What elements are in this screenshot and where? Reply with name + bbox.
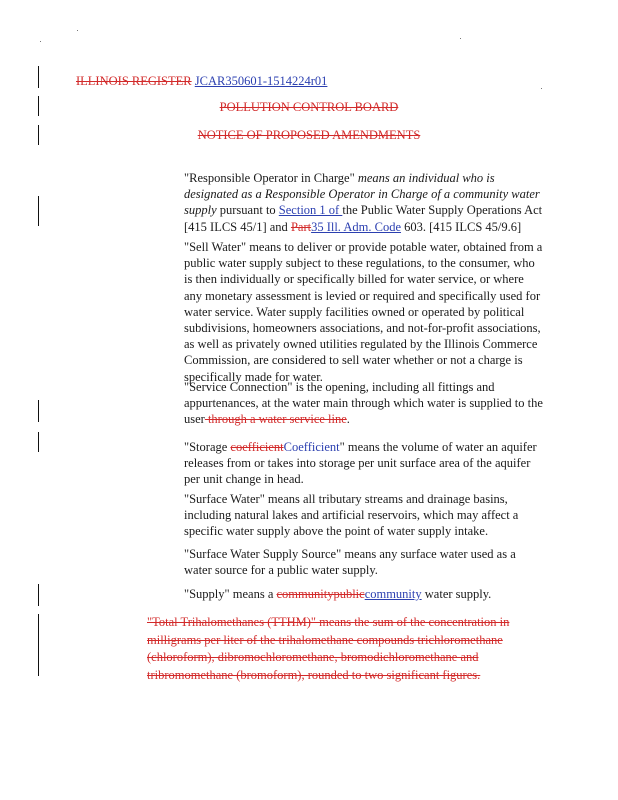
- deleted-text: Part: [290, 219, 312, 234]
- change-bar: [38, 584, 39, 606]
- body-text: "Supply" means a: [184, 587, 277, 601]
- definition-supply: [184, 586, 544, 602]
- definition-surface-water: [184, 491, 544, 540]
- scan-speck: [77, 30, 78, 31]
- register-inserted: JCAR350601-1514224r01: [194, 74, 328, 88]
- deleted-text: communitypublic: [276, 587, 365, 601]
- definition-storage-coefficient: [184, 439, 544, 488]
- body-text: "Surface Water" means all tributary streams and drainage basins, including natural lakes and artificial reservoirs, which may affect a specific water supply above the point of water supply intake.: [184, 492, 519, 539]
- deleted-text: coefficient: [230, 440, 284, 454]
- register-header: [76, 74, 327, 89]
- body-text: "Service Connection" is the opening, including all fittings and appurtenances, at the water main through which water is supplied to the user: [184, 380, 543, 427]
- deleted-text: "Total Trihalomethanes (TTHM)" means the sum of the concentration in milligrams per liter of the trihalomethane compounds trichloromethane (chloroform), dibromochloromethane, bromodichloromethane and tribromomethane (bromoform), rounded to two significant figures.: [147, 615, 510, 682]
- body-text: "Surface Water Supply Source" means any surface water used as a water source for a public water supply.: [184, 547, 516, 578]
- body-text: water supply.: [421, 587, 492, 601]
- definition-responsible-operator: [184, 170, 544, 235]
- body-text: the Public Water Supply Operations Act [415 ILCS 45/1] and: [184, 203, 543, 234]
- change-bar: [38, 196, 39, 226]
- body-text: " means the volume of water an aquifer releases from or takes into storage per unit surface area of the aquifer per unit change in head.: [184, 440, 537, 487]
- italic-text: means an individual who is designated as a Responsible Operator in Charge of a community water supply: [184, 171, 540, 218]
- scan-speck: [40, 41, 41, 42]
- definition-tthm-deleted: [147, 614, 551, 684]
- definition-sell-water: [184, 239, 544, 385]
- agency-header: [0, 100, 618, 115]
- change-bar: [38, 432, 39, 452]
- body-text: "Storage: [184, 440, 231, 454]
- agency-deleted: POLLUTION CONTROL BOARD: [219, 100, 399, 114]
- change-bar: [38, 66, 39, 88]
- change-bar: [38, 400, 39, 422]
- definition-service-connection: [184, 379, 544, 428]
- body-text: 603. [415 ILCS 45/9.6]: [401, 219, 522, 234]
- body-text: .: [346, 412, 350, 427]
- inserted-text: community: [364, 587, 422, 601]
- change-bar: [38, 614, 39, 676]
- inserted-text: Coefficient: [283, 440, 340, 454]
- register-deleted: ILLINOIS REGISTER: [76, 74, 192, 88]
- inserted-text: Section 1 of: [278, 203, 343, 218]
- notice-deleted: NOTICE OF PROPOSED AMENDMENTS: [197, 128, 421, 142]
- term-text: "Responsible Operator in Charge": [184, 171, 358, 185]
- deleted-text: through a water service line: [204, 412, 347, 427]
- body-text: "Sell Water" means to deliver or provide potable water, obtained from a public water supply subject to these regulations, to the consumer, who is then individually or specifically billed for water service, or where any monetary assessment is levied or required and specifically used for water service. Water supply facilities owned or operated by political subdivisions, homeowners associations, and not-for-profit associations, as well as privately owned utilities regulated by the Illinois Commerce Commission, are considered to sell water whether or not a charge is specifically made for water.: [184, 240, 543, 384]
- notice-header: [0, 128, 618, 143]
- definition-surface-water-supply-source: [184, 546, 544, 578]
- scan-speck: [460, 38, 461, 39]
- scan-speck: [541, 88, 542, 89]
- inserted-text: 35 Ill. Adm. Code: [311, 219, 402, 234]
- body-text: pursuant to: [216, 203, 279, 218]
